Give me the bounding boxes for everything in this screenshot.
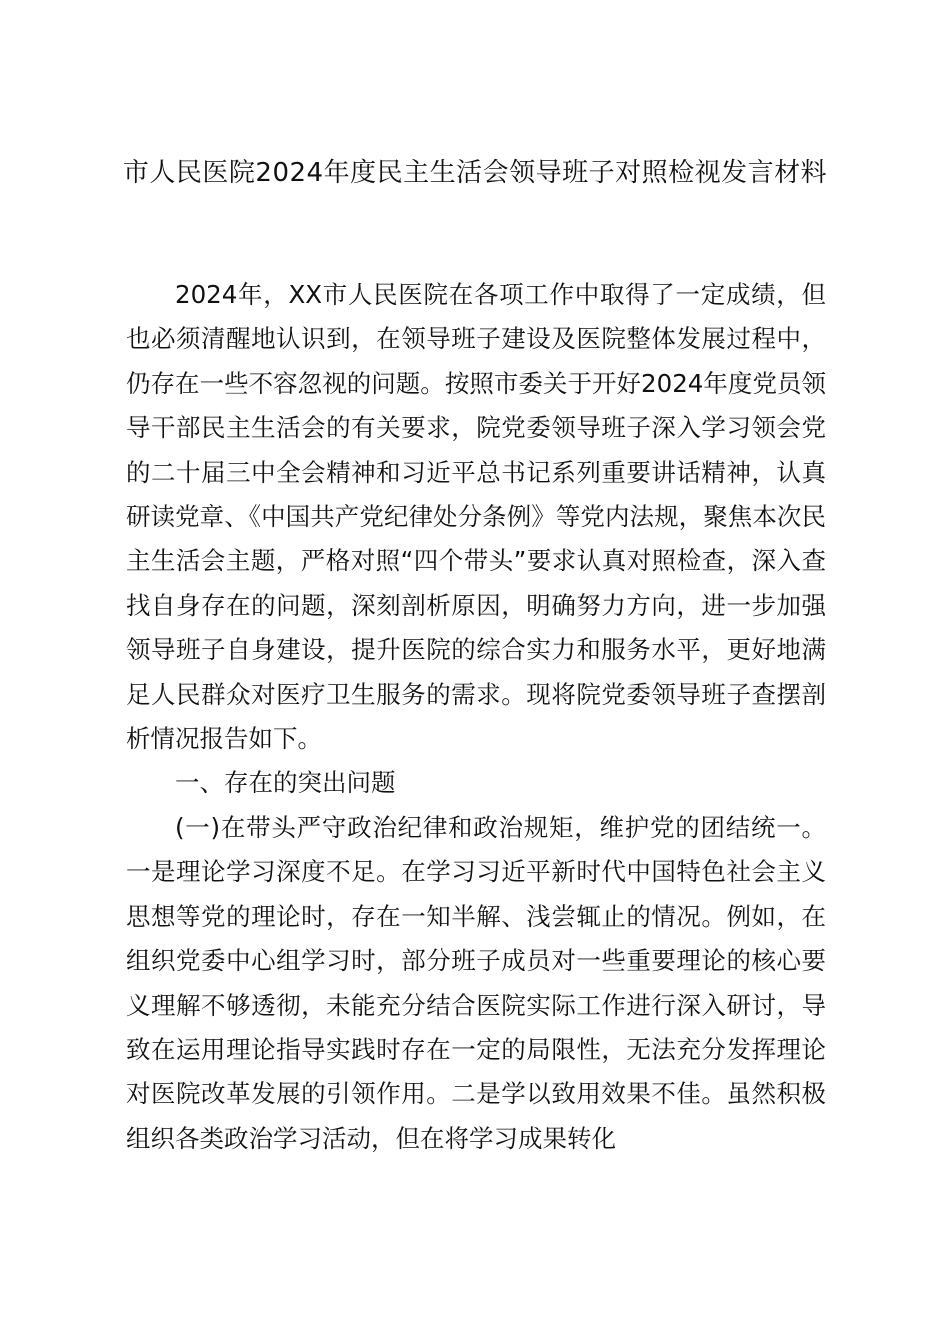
section-heading: 一、存在的突出问题 — [175, 768, 396, 798]
document-title: 市人民医院2024年度民主生活会领导班子对照检视发言材料 — [122, 158, 828, 188]
document-body — [126, 273, 826, 1161]
section-paragraph: (一)在带头严守政治纪律和政治规矩，维护党的团结统一。一是理论学习深度不足。在学习习近平新时代中国特色社会主义思想等党的理论时，存在一知半解、浅尝辄止的情况。例如，在组织党委中心组学习时，部分班子成员对一些重要理论的核心要义理解不够透彻，未能充分结合医院实际工作进行深入研讨，导致在运用理论指导实践时存在一定的局限性，无法充分发挥理论对医院改革发展的引领作用。二是学以致用效果不佳。虽然积极组织各类政治学习活动，但在将学习成果转化 — [126, 812, 826, 1153]
intro-paragraph: 2024年，XX市人民医院在各项工作中取得了一定成绩，但也必须清醒地认识到，在领导班子建设及医院整体发展过程中，仍存在一些不容忽视的问题。按照市委关于开好2024年度党员领导干部民主生活会的有关要求，院党委领导班子深入学习领会党的二十届三中全会精神和习近平总书记系列重要讲话精神，认真研读党章、《中国共产党纪律处分条例》等党内法规，聚焦本次民主生活会主题，严格对照“四个带头”要求认真对照检查，深入查找自身存在的问题，深刻剖析原因，明确努力方向，进一步加强领导班子自身建设，提升医院的综合实力和服务水平，更好地满足人民群众对医疗卫生服务的需求。现将院党委领导班子查摆剖析情况报告如下。 — [126, 280, 826, 754]
